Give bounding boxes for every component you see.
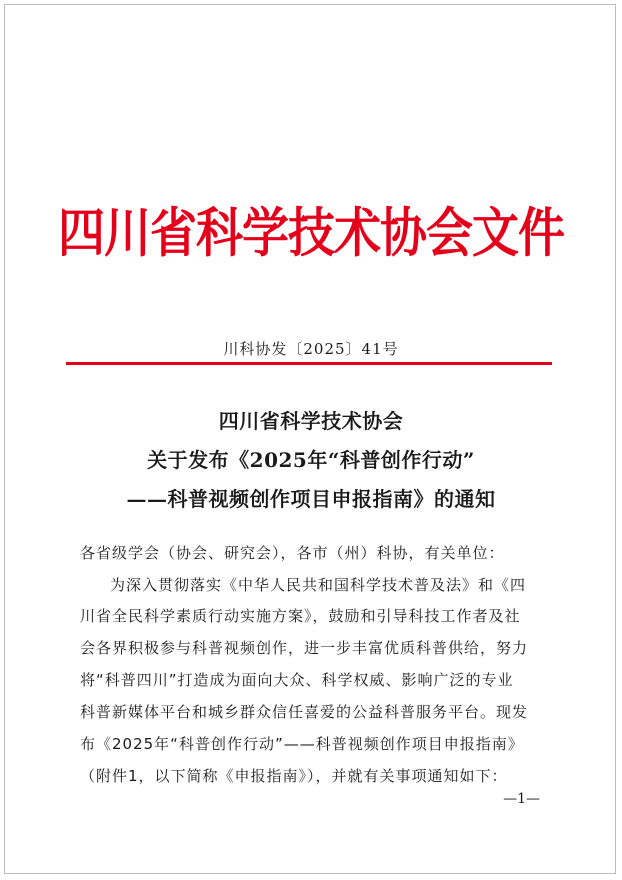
notice-title-line-1: 四川省科学技术协会 xyxy=(218,409,404,433)
paragraph-line: 会各界积极参与科普视频创作，进一步丰富优质科普供给，努力 xyxy=(80,639,529,657)
salutation: 各省级学会（协会、研究会），各市（州）科协，有关单位： xyxy=(80,544,505,562)
paragraph-line: 川省全民科学素质行动实施方案》，鼓励和引导科技工作者及社 xyxy=(80,607,521,625)
paragraph-line: 为深入贯彻落实《中华人民共和国科学技术普及法》和《四 xyxy=(110,576,527,594)
document-header-title: 四川省科学技术协会文件 xyxy=(58,202,564,265)
notice-title-line-3: ——科普视频创作项目申报指南》的通知 xyxy=(126,487,496,511)
red-divider-line xyxy=(66,362,552,365)
page-number: —1— xyxy=(503,791,540,807)
paragraph-line: 科普新媒体平台和城乡群众信任喜爱的公益科普服务平台。现发 xyxy=(80,703,529,721)
paragraph-line: 布《2025年“科普创作行动”——科普视频创作项目申报指南》 xyxy=(80,735,524,753)
paragraph-line: （附件1，以下简称《申报指南》），并就有关事项通知如下： xyxy=(80,767,508,785)
paragraph-line: 将“科普四川”打造成为面向大众、科学权威、影响广泛的专业 xyxy=(80,671,514,689)
document-number: 川科协发〔2025〕41号 xyxy=(223,340,399,358)
notice-title-line-2: 关于发布《2025年“科普创作行动” xyxy=(147,448,475,472)
